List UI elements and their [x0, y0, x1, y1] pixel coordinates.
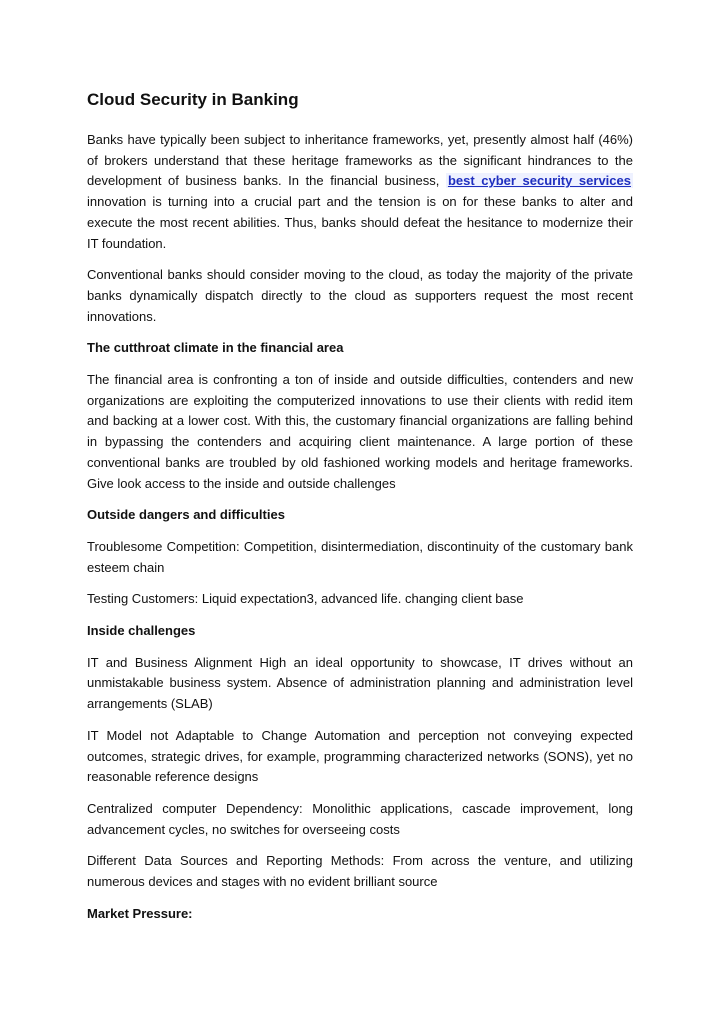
document-page [87, 86, 633, 936]
paragraph-intro-text-end: innovation is turning into a crucial part and the tension is on for these banks to alter and execute the most recent abilities. Thus, banks should defeat the hesitance to modernize their IT foundation. [87, 194, 633, 251]
paragraph-it-business-alignment: IT and Business Alignment High an ideal opportunity to showcase, IT drives without an unmistakable business system. Absence of administration planning and administration level arrangements (SLAB) [87, 654, 633, 712]
paragraph-intro [87, 130, 633, 254]
best-cyber-security-services-link[interactable]: best cyber security services [447, 173, 631, 189]
paragraph-testing-customers: Testing Customers: Liquid expectation3, advanced life. changing client base [87, 591, 524, 607]
paragraph-financial-area: The financial area is confronting a ton of inside and outside difficulties, contenders and new organizations are exploiting the computerized innovations to use their clients with redid item and backing at a lower cost. With this, the customary financial organizations are falling behind in bypassing the contenders and acquiring client maintenance. A large portion of these conventional banks are troubled by old fashioned working models and heritage frameworks. Give look access to the inside and outside challenges [87, 372, 633, 491]
heading-market-pressure: Market Pressure: [87, 905, 193, 921]
paragraph-it-model: IT Model not Adaptable to Change Automation and perception not conveying expected outcomes, strategic drives, for example, programming characterized networks (SONS), yet no reasonable reference designs [87, 727, 633, 785]
paragraph-cloud-move: Conventional banks should consider moving to the cloud, as today the majority of the private banks dynamically dispatch directly to the cloud as supporters request the most recent innovations. [87, 267, 633, 324]
heading-inside-challenges: Inside challenges [87, 623, 196, 639]
document-title: Cloud Security in Banking [87, 90, 299, 109]
paragraph-intro-text-start: Banks have typically been subject to inheritance frameworks, yet, presently almost half (46%) of brokers understand that these heritage frameworks as the significant hindrances to the development of business banks. In the financial business, [87, 132, 633, 189]
paragraph-troublesome-competition: Troublesome Competition: Competition, disintermediation, discontinuity of the customary bank esteem chain [87, 538, 633, 575]
heading-outside-dangers: Outside dangers and difficulties [87, 507, 285, 523]
paragraph-centralized-dependency: Centralized computer Dependency: Monolithic applications, cascade improvement, long advancement cycles, no switches for overseeing costs [87, 800, 633, 837]
heading-cutthroat-climate: The cutthroat climate in the financial area [87, 340, 344, 356]
paragraph-data-sources: Different Data Sources and Reporting Methods: From across the venture, and utilizing numerous devices and stages with no evident brilliant source [87, 853, 633, 890]
